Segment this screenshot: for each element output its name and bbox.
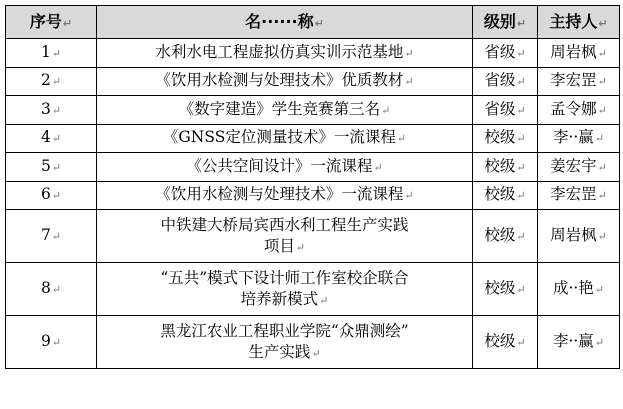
row-no: 9↵ bbox=[6, 316, 97, 369]
row-name: 中铁建大桥局宾西水利工程生产实践 项目↵ bbox=[97, 210, 473, 263]
row-level: 校级↵ bbox=[473, 153, 538, 182]
row-host: 周岩枫↵ bbox=[538, 39, 620, 68]
row-host: 李宏罡↵ bbox=[538, 67, 620, 96]
row-no: 2↵ bbox=[6, 67, 97, 96]
table-row bbox=[6, 210, 620, 263]
table-row bbox=[6, 67, 620, 96]
row-level: 省级↵ bbox=[473, 96, 538, 125]
header-host: 主持人↵ bbox=[538, 6, 620, 39]
row-name: 《公共空间设计》一流课程↵ bbox=[97, 153, 473, 182]
row-no: 4↵ bbox=[6, 124, 97, 153]
row-level: 校级↵ bbox=[473, 263, 538, 316]
row-level: 校级↵ bbox=[473, 210, 538, 263]
projects-table bbox=[5, 5, 620, 369]
row-name: 《数字建造》学生竞赛第三名↵ bbox=[97, 96, 473, 125]
row-name: “五共”模式下设计师工作室校企联合 培养新模式↵ bbox=[97, 263, 473, 316]
row-name: 《饮用水检测与处理技术》一流课程↵ bbox=[97, 181, 473, 210]
row-host: 李··赢↵ bbox=[538, 316, 620, 369]
row-level: 省级↵ bbox=[473, 67, 538, 96]
row-no: 7↵ bbox=[6, 210, 97, 263]
row-level: 校级↵ bbox=[473, 316, 538, 369]
row-no: 3↵ bbox=[6, 96, 97, 125]
row-level: 校级↵ bbox=[473, 124, 538, 153]
table-header-row bbox=[6, 6, 620, 39]
table-row bbox=[6, 39, 620, 68]
table-row bbox=[6, 263, 620, 316]
row-no: 8↵ bbox=[6, 263, 97, 316]
row-name: 黑龙江农业工程职业学院“众鼎测绘” 生产实践↵ bbox=[97, 316, 473, 369]
header-name: 名······称↵ bbox=[97, 6, 473, 39]
row-host: 李··赢↵ bbox=[538, 124, 620, 153]
table-row bbox=[6, 96, 620, 125]
table-row bbox=[6, 316, 620, 369]
row-no: 6↵ bbox=[6, 181, 97, 210]
row-level: 校级↵ bbox=[473, 181, 538, 210]
table-row bbox=[6, 124, 620, 153]
row-host: 姜宏宇↵ bbox=[538, 153, 620, 182]
row-host: 成··艳↵ bbox=[538, 263, 620, 316]
row-level: 省级↵ bbox=[473, 39, 538, 68]
row-name: 水利水电工程虚拟仿真实训示范基地↵ bbox=[97, 39, 473, 68]
header-level: 级别↵ bbox=[473, 6, 538, 39]
row-name: 《GNSS定位测量技术》一流课程↵ bbox=[97, 124, 473, 153]
table-row bbox=[6, 181, 620, 210]
row-name: 《饮用水检测与处理技术》优质教材↵ bbox=[97, 67, 473, 96]
row-host: 孟令娜↵ bbox=[538, 96, 620, 125]
header-no: 序号↵ bbox=[6, 6, 97, 39]
table-row bbox=[6, 153, 620, 182]
row-no: 1↵ bbox=[6, 39, 97, 68]
row-host: 周岩枫↵ bbox=[538, 210, 620, 263]
row-host: 李宏罡↵ bbox=[538, 181, 620, 210]
row-no: 5↵ bbox=[6, 153, 97, 182]
